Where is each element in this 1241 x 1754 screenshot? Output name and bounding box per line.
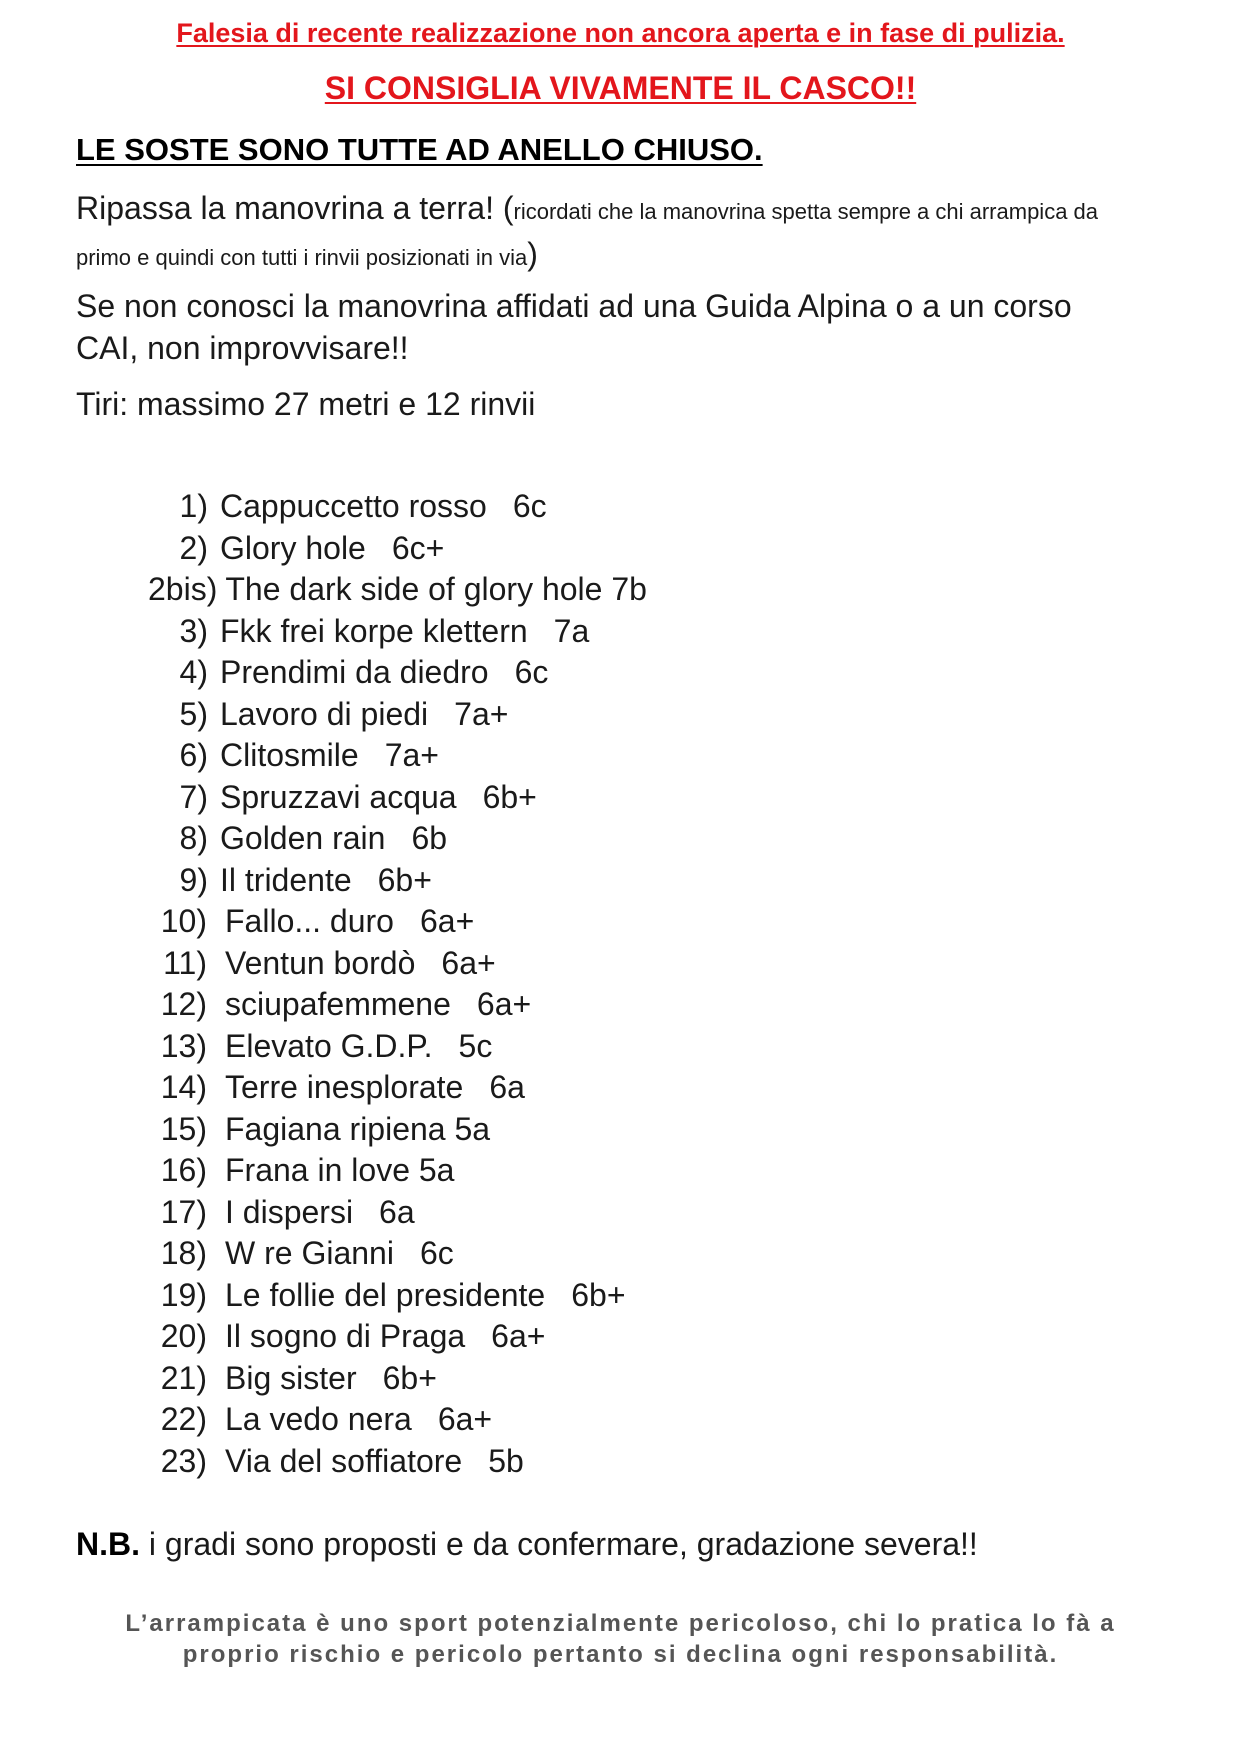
route-item (148, 1275, 647, 1317)
practice-tip-detail: ricordati che la manovrina spetta sempre a chi arrampica da (513, 199, 1099, 224)
route-number: 16) (160, 1152, 207, 1188)
route-grade: 6a+ (476, 986, 532, 1022)
route-name: Frana in love 5a (225, 1152, 455, 1188)
route-grade: 6b (411, 820, 448, 856)
route-number: 17) (160, 1193, 207, 1230)
route-grade: 6a (379, 1193, 415, 1230)
route-grade: 6b+ (377, 861, 432, 898)
route-name: Il sogno di Praga (225, 1318, 466, 1354)
route-item (148, 1109, 647, 1151)
route-grade: 7a (553, 612, 590, 649)
route-grade: 6a+ (441, 944, 496, 981)
route-grade: 6c+ (391, 529, 445, 566)
route-number: 12) (160, 986, 207, 1022)
route-number: 15) (160, 1110, 207, 1147)
route-name: sciupafemmene (225, 986, 451, 1022)
route-grade: 6b+ (482, 778, 537, 815)
route-number: 7) (179, 778, 208, 815)
route-number: 2bis) (148, 571, 218, 607)
route-grade: 6a+ (491, 1318, 546, 1354)
route-number: 8) (179, 820, 208, 856)
route-name: Spruzzavi acqua (220, 778, 457, 815)
route-item (148, 735, 647, 777)
disclaimer-line1: L’arrampicata è uno sport potenzialmente pericoloso, chi lo pratica lo fà a (125, 1610, 1116, 1637)
route-name: Fkk frei korpe klettern (220, 612, 528, 649)
route-item (148, 1399, 647, 1441)
route-name: Il tridente (220, 861, 352, 898)
route-item (148, 1441, 647, 1483)
route-item (148, 694, 647, 736)
anchors-notice: LE SOSTE SONO TUTTE AD ANELLO CHIUSO. (76, 132, 763, 167)
route-name: Cappuccetto rosso (220, 488, 487, 524)
route-item (148, 818, 647, 860)
route-grade: 6a+ (437, 1401, 493, 1437)
route-number: 13) (160, 1027, 207, 1064)
route-name: Fagiana ripiena 5a (225, 1110, 491, 1147)
route-grade: 7a+ (454, 695, 509, 732)
practice-tip-line1 (76, 190, 1098, 227)
route-name: Golden rain (220, 820, 386, 856)
route-name: Lavoro di piedi (220, 695, 429, 732)
route-grade: 6b+ (382, 1359, 437, 1396)
route-name: Via del soffiatore (225, 1442, 463, 1479)
route-name: W re Gianni (225, 1235, 394, 1271)
route-item (148, 1026, 647, 1068)
route-name: Fallo... duro (225, 903, 394, 939)
route-number: 18) (160, 1235, 207, 1271)
notice-not-open: Falesia di recente realizzazione non ancora aperta e in fase di pulizia. (176, 18, 1065, 48)
route-grade: 6a (489, 1069, 525, 1105)
practice-tip-close: ) (527, 236, 538, 272)
route-number: 11) (163, 944, 207, 981)
grades-note-text: i gradi sono proposti e da confermare, gradazione severa!! (140, 1526, 978, 1562)
route-item (148, 611, 647, 653)
practice-tip-detail-2: primo e quindi con tutti i rinvii posizionati in via (76, 245, 528, 270)
route-number: 5) (179, 695, 208, 732)
route-name: Elevato G.D.P. (225, 1027, 433, 1064)
route-item (148, 569, 647, 611)
route-item (148, 486, 647, 528)
route-item (148, 984, 647, 1026)
route-item (148, 943, 647, 985)
route-item (148, 860, 647, 902)
route-item (148, 1192, 647, 1234)
route-name: Terre inesplorate (225, 1069, 464, 1105)
route-number: 9) (179, 861, 208, 898)
route-item (148, 1358, 647, 1400)
route-number: 6) (179, 737, 208, 773)
route-number: 23) (160, 1442, 207, 1479)
disclaimer-line2: proprio rischio e pericolo pertanto si declina ogni responsabilità. (182, 1641, 1059, 1668)
route-name: La vedo nera (225, 1401, 412, 1437)
route-item (148, 528, 647, 570)
route-item (148, 1067, 647, 1109)
route-item (148, 777, 647, 819)
route-number: 3) (179, 612, 208, 649)
route-item (148, 901, 647, 943)
route-name: Le follie del presidente (225, 1276, 546, 1313)
route-number: 1) (179, 488, 208, 524)
route-number: 14) (160, 1069, 207, 1105)
grades-note-label: N.B. (76, 1526, 140, 1562)
guide-advice-line1: Se non conosci la manovrina affidati ad una Guida Alpina o a un corso (76, 288, 1072, 324)
route-grade: 6c (514, 654, 549, 690)
route-name: Ventun bordò (225, 944, 416, 981)
route-number: 22) (160, 1401, 207, 1437)
route-name: I dispersi (225, 1193, 354, 1230)
route-name: Big sister (225, 1359, 357, 1396)
route-number: 19) (160, 1276, 207, 1313)
route-item (148, 1316, 647, 1358)
route-number: 4) (179, 654, 208, 690)
route-number: 21) (160, 1359, 207, 1396)
route-number: 2) (179, 529, 208, 566)
practice-tip-line2 (76, 236, 538, 273)
route-grade: 7a+ (384, 737, 439, 773)
pitch-info: Tiri: massimo 27 metri e 12 rinvii (76, 386, 536, 422)
route-name: Prendimi da diedro (220, 654, 489, 690)
route-name: Glory hole (220, 529, 366, 566)
route-grade: 6a+ (419, 903, 475, 939)
route-number: 10) (160, 903, 207, 939)
route-grade: 5c (458, 1027, 493, 1064)
route-item (148, 652, 647, 694)
route-grade: 5b (488, 1442, 524, 1479)
route-name: Clitosmile (220, 737, 359, 773)
route-list (148, 486, 647, 1482)
route-grade: 6b+ (571, 1276, 626, 1313)
route-number: 20) (160, 1318, 207, 1354)
route-name: The dark side of glory hole 7b (225, 571, 647, 607)
route-item (148, 1150, 647, 1192)
route-grade: 6c (512, 488, 547, 524)
route-item (148, 1233, 647, 1275)
practice-tip-main: Ripassa la manovrina a terra! ( (76, 190, 514, 226)
guide-advice-line2: CAI, non improvvisare!! (76, 330, 409, 366)
helmet-warning: SI CONSIGLIA VIVAMENTE IL CASCO!! (324, 70, 917, 106)
route-grade: 6c (419, 1235, 454, 1271)
grades-note (76, 1526, 978, 1563)
